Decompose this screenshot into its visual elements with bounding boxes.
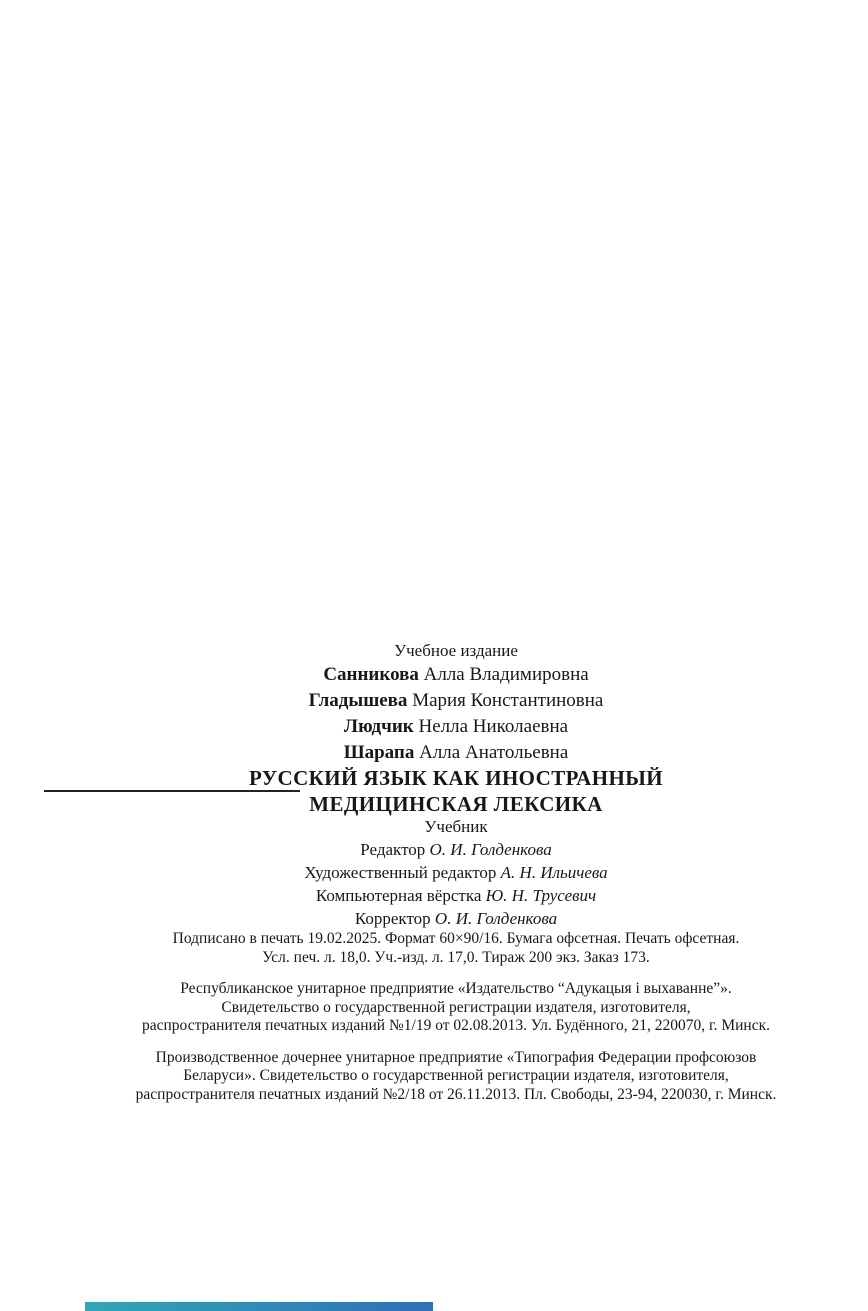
author-given-name: Мария Константиновна bbox=[412, 690, 604, 711]
author-surname: Гладышева bbox=[308, 690, 408, 711]
publisher-line: Республиканское унитарное предприятие «Издательство “Адукацыя і выхаванне”». bbox=[180, 980, 732, 997]
printing-house-line: распространителя печатных изданий №2/18 от 26.11.2013. Пл. Свободы, 23-94, 220030, г. Минск. bbox=[135, 1085, 777, 1103]
author-surname: Людчик bbox=[343, 716, 414, 737]
printing-house-line: Производственное дочернее унитарное предприятие «Типография Федерации профсоюзов bbox=[155, 1048, 757, 1066]
author-surname: Шарапа bbox=[343, 742, 415, 763]
author-surname: Санникова bbox=[323, 664, 419, 685]
staff-line bbox=[44, 861, 868, 884]
edition-type-label: Учебное издание bbox=[394, 641, 518, 660]
staff-name: А. Н. Ильичева bbox=[500, 863, 608, 882]
publisher-line: Свидетельство о государственной регистрации издателя, изготовителя, bbox=[221, 998, 691, 1016]
author-given-name: Алла Анатольевна bbox=[419, 742, 569, 763]
staff-role: Художественный редактор bbox=[304, 863, 497, 882]
bottom-color-strip bbox=[85, 1302, 433, 1311]
author-given-name: Алла Владимировна bbox=[423, 664, 589, 685]
staff-block bbox=[44, 838, 868, 930]
author-line bbox=[44, 740, 868, 766]
colophon-content bbox=[44, 640, 868, 1104]
staff-name: О. И. Голденкова bbox=[429, 840, 552, 859]
publisher-info bbox=[44, 980, 868, 1036]
publisher-line: распространителя печатных изданий №1/19 от 02.08.2013. Ул. Будённого, 21, 220070, г. Минск. bbox=[142, 1017, 770, 1034]
print-details-line: Подписано в печать 19.02.2025. Формат 60×90/16. Бумага офсетная. Печать офсетная. bbox=[172, 930, 740, 947]
staff-role: Компьютерная вёрстка bbox=[315, 886, 482, 905]
author-line bbox=[44, 714, 868, 740]
author-line bbox=[44, 688, 868, 714]
series-title: РУССКИЙ ЯЗЫК КАК ИНОСТРАННЫЙ bbox=[249, 766, 663, 790]
printing-house-line: Беларуси». Свидетельство о государственной регистрации издателя, изготовителя, bbox=[183, 1067, 729, 1084]
staff-role: Корректор bbox=[354, 909, 431, 928]
book-title: МЕДИЦИНСКАЯ ЛЕКСИКА bbox=[309, 792, 603, 816]
author-given-name: Нелла Николаевна bbox=[418, 716, 569, 737]
book-type-label: Учебник bbox=[424, 817, 488, 836]
staff-line bbox=[44, 907, 868, 930]
staff-name: Ю. Н. Трусевич bbox=[485, 886, 597, 905]
print-details-line: Усл. печ. л. 18,0. Уч.-изд. л. 17,0. Тираж 200 экз. Заказ 173. bbox=[262, 948, 650, 966]
author-line bbox=[44, 662, 868, 688]
authors-block bbox=[44, 662, 868, 766]
print-details bbox=[44, 930, 868, 967]
staff-line bbox=[44, 838, 868, 861]
staff-line bbox=[44, 884, 868, 907]
printing-house-info bbox=[44, 1049, 868, 1105]
staff-name: О. И. Голденкова bbox=[434, 909, 558, 928]
staff-role: Редактор bbox=[360, 840, 426, 859]
